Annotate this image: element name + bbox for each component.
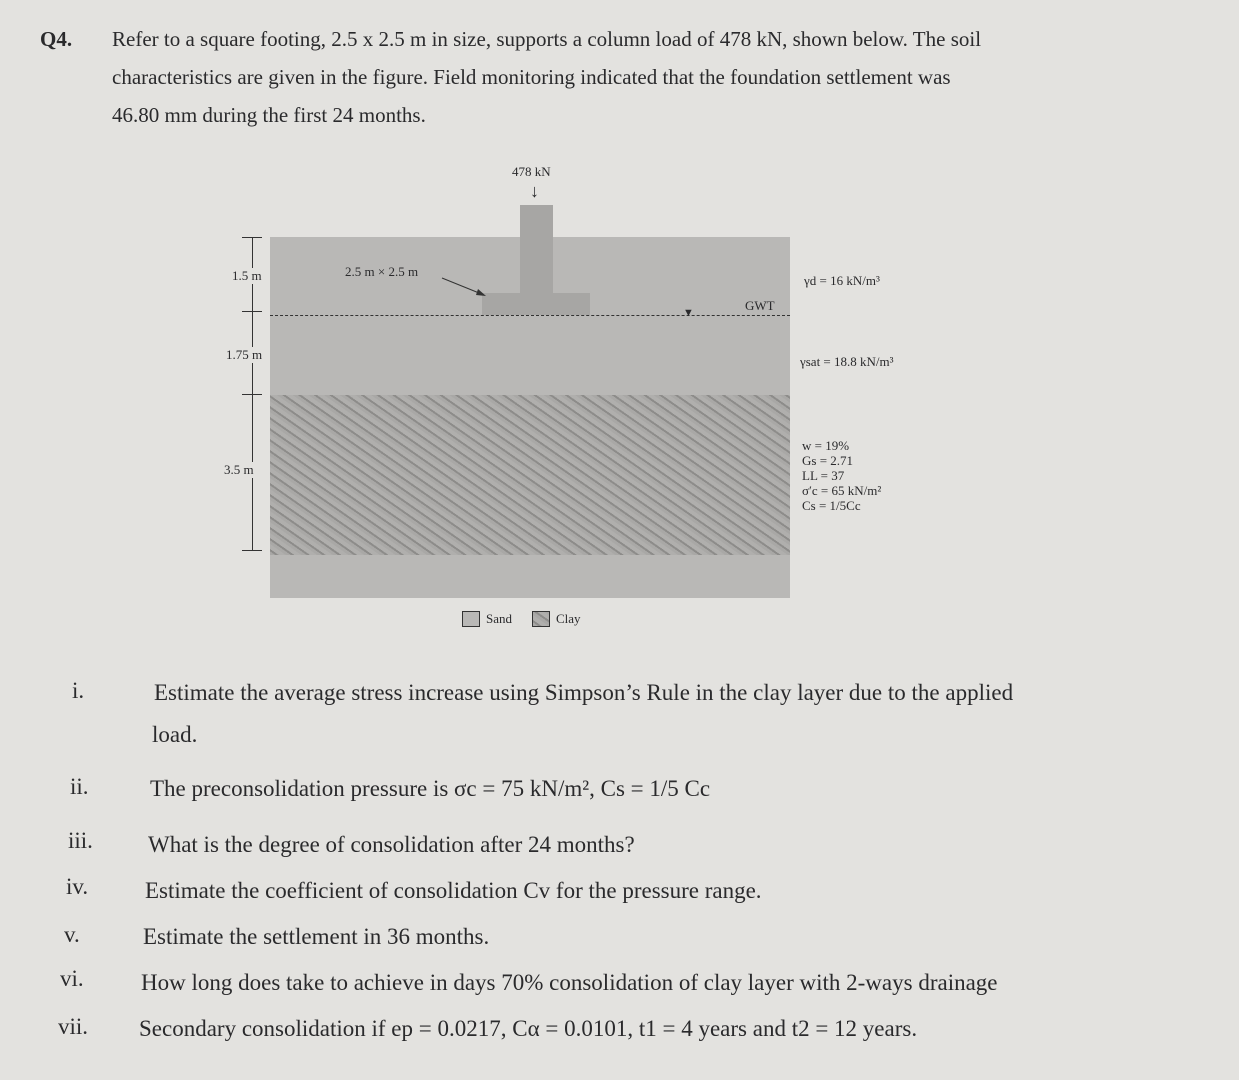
part-text: load. bbox=[152, 722, 198, 747]
part-text: How long does take to achieve in days 70% consolidation of clay layer with 2-ways drainage bbox=[141, 970, 998, 995]
part-number: iii. bbox=[68, 828, 93, 853]
part-text: Estimate the coefficient of consolidation Cv for the pressure range. bbox=[145, 878, 762, 903]
water-table-icon: ▼ bbox=[683, 307, 694, 319]
clay-swatch bbox=[532, 611, 550, 627]
dim-tick bbox=[242, 550, 262, 551]
part-number: vi. bbox=[60, 966, 84, 991]
gamma-sat-label: γsat = 18.8 kN/m³ bbox=[800, 354, 894, 369]
clay-prop: σ′c = 65 kN/m² bbox=[802, 483, 882, 498]
gwt-label: GWT bbox=[745, 298, 775, 313]
dim-tick bbox=[242, 394, 262, 395]
clay-properties bbox=[802, 438, 881, 513]
clay-prop: Cs = 1/5Cc bbox=[802, 498, 861, 513]
clay-prop: LL = 37 bbox=[802, 468, 845, 483]
question-line: Refer to a square footing, 2.5 x 2.5 m in size, supports a column load of 478 kN, shown below. The soil bbox=[112, 27, 982, 51]
part-number: vii. bbox=[58, 1014, 89, 1039]
part-text: What is the degree of consolidation after 24 months? bbox=[148, 832, 635, 857]
dim-label: 1.75 m bbox=[226, 347, 263, 362]
dim-label: 1.5 m bbox=[232, 268, 262, 283]
question-label: Q4. bbox=[40, 27, 73, 51]
gamma-d-label: γd = 16 kN/m³ bbox=[804, 273, 880, 288]
legend-clay: Clay bbox=[556, 611, 581, 626]
part-number: i. bbox=[72, 678, 85, 703]
dim-tick bbox=[242, 237, 262, 238]
clay-prop: Gs = 2.71 bbox=[802, 453, 854, 468]
footing bbox=[482, 293, 590, 315]
legend-sand: Sand bbox=[486, 611, 512, 626]
question-line: characteristics are given in the figure. Field monitoring indicated that the foundation settlement was bbox=[112, 65, 951, 89]
dim-label: 3.5 m bbox=[224, 462, 254, 477]
part-number: iv. bbox=[66, 874, 89, 899]
footing-size-label: 2.5 m × 2.5 m bbox=[345, 264, 419, 279]
load-arrow-icon: ↓ bbox=[530, 181, 539, 201]
sand-swatch bbox=[462, 611, 480, 627]
clay-layer bbox=[270, 395, 790, 555]
part-text: Estimate the settlement in 36 months. bbox=[143, 924, 490, 949]
part-number: v. bbox=[64, 922, 80, 947]
question-text bbox=[112, 20, 1172, 134]
gwt-line bbox=[270, 315, 790, 316]
question-line: 46.80 mm during the first 24 months. bbox=[112, 103, 426, 127]
dim-tick bbox=[242, 311, 262, 312]
load-label: 478 kN bbox=[512, 164, 551, 179]
part-text: The preconsolidation pressure is σc = 75 kN/m², Cs = 1/5 Cc bbox=[150, 776, 711, 801]
clay-prop: w = 19% bbox=[802, 438, 850, 453]
part-text: Secondary consolidation if ep = 0.0217, Cα = 0.0101, t1 = 4 years and t2 = 12 years. bbox=[139, 1016, 918, 1041]
pointer-arrow-icon bbox=[440, 275, 490, 300]
legend bbox=[462, 611, 581, 627]
part-text: Estimate the average stress increase using Simpson’s Rule in the clay layer due to the applied bbox=[154, 680, 1014, 705]
part-number: ii. bbox=[70, 774, 89, 799]
